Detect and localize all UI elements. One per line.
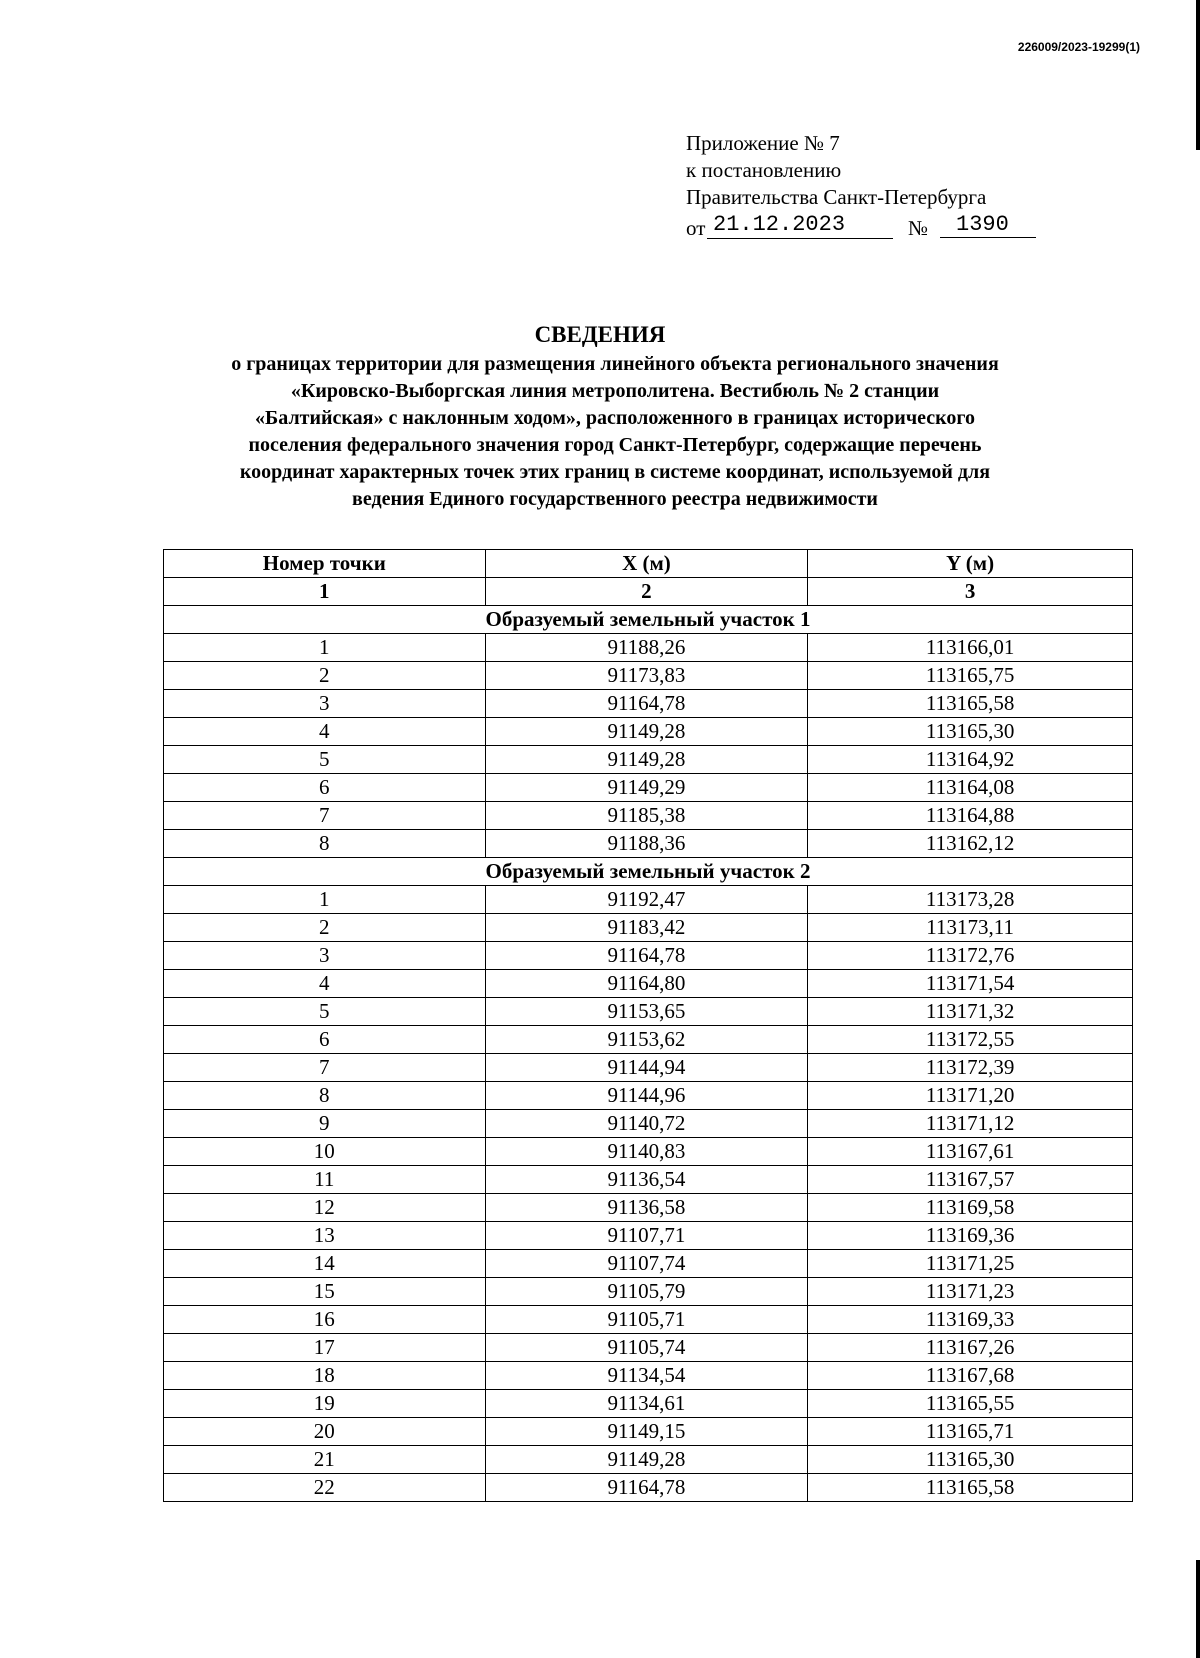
- point-number-cell: 18: [164, 1362, 486, 1390]
- table-row: [164, 746, 1133, 774]
- x-coordinate-cell: 91105,79: [485, 1278, 808, 1306]
- column-numbers-row: [164, 578, 1133, 606]
- table-row: [164, 998, 1133, 1026]
- x-coordinate-cell: 91136,58: [485, 1194, 808, 1222]
- y-coordinate-cell: 113165,58: [808, 690, 1133, 718]
- appendix-line-3: Правительства Санкт-Петербурга: [686, 185, 987, 209]
- point-number-cell: 5: [164, 746, 486, 774]
- table-row: [164, 830, 1133, 858]
- x-coordinate-cell: 91153,62: [485, 1026, 808, 1054]
- x-coordinate-cell: 91188,36: [485, 830, 808, 858]
- point-number-cell: 10: [164, 1138, 486, 1166]
- point-number-cell: 8: [164, 830, 486, 858]
- table-row: [164, 1194, 1133, 1222]
- point-number-cell: 14: [164, 1250, 486, 1278]
- point-number-cell: 17: [164, 1334, 486, 1362]
- header-point-number: Номер точки: [164, 550, 486, 578]
- y-coordinate-cell: 113171,25: [808, 1250, 1133, 1278]
- point-number-cell: 12: [164, 1194, 486, 1222]
- point-number-cell: 4: [164, 718, 486, 746]
- x-coordinate-cell: 91164,78: [485, 1474, 808, 1502]
- x-coordinate-cell: 91149,28: [485, 1446, 808, 1474]
- appendix-line-2: к постановлению: [686, 158, 842, 182]
- point-number-cell: 3: [164, 690, 486, 718]
- y-coordinate-cell: 113171,32: [808, 998, 1133, 1026]
- point-number-cell: 20: [164, 1418, 486, 1446]
- x-coordinate-cell: 91149,29: [485, 774, 808, 802]
- point-number-cell: 1: [164, 886, 486, 914]
- point-number-cell: 6: [164, 1026, 486, 1054]
- point-number-cell: 3: [164, 942, 486, 970]
- point-number-cell: 16: [164, 1306, 486, 1334]
- point-number-cell: 21: [164, 1446, 486, 1474]
- y-coordinate-cell: 113169,33: [808, 1306, 1133, 1334]
- table-row: [164, 690, 1133, 718]
- resolution-date: 21.12.2023: [707, 211, 893, 239]
- table-row: [164, 1166, 1133, 1194]
- y-coordinate-cell: 113167,57: [808, 1166, 1133, 1194]
- table-row: [164, 1334, 1133, 1362]
- table-body: [164, 606, 1133, 1502]
- table-row: [164, 1362, 1133, 1390]
- y-coordinate-cell: 113172,39: [808, 1054, 1133, 1082]
- x-coordinate-cell: 91134,54: [485, 1362, 808, 1390]
- table-row: [164, 1418, 1133, 1446]
- table-row: [164, 970, 1133, 998]
- scan-edge-mark: [1196, 1560, 1200, 1658]
- header-x: X (м): [485, 550, 808, 578]
- point-number-cell: 5: [164, 998, 486, 1026]
- table-row: [164, 1474, 1133, 1502]
- point-number-cell: 4: [164, 970, 486, 998]
- x-coordinate-cell: 91149,28: [485, 746, 808, 774]
- y-coordinate-cell: 113164,88: [808, 802, 1133, 830]
- subtitle-line: координат характерных точек этих границ в системе координат, используемой для: [239, 461, 991, 483]
- subtitle-line: поселения федерального значения город Санкт-Петербург, содержащие перечень: [248, 434, 982, 456]
- table-row: [164, 1390, 1133, 1418]
- table-row: [164, 662, 1133, 690]
- y-coordinate-cell: 113171,23: [808, 1278, 1133, 1306]
- y-coordinate-cell: 113169,36: [808, 1222, 1133, 1250]
- y-coordinate-cell: 113171,20: [808, 1082, 1133, 1110]
- table-row: [164, 914, 1133, 942]
- document-subtitle: [150, 351, 1080, 513]
- point-number-cell: 13: [164, 1222, 486, 1250]
- x-coordinate-cell: 91144,96: [485, 1082, 808, 1110]
- x-coordinate-cell: 91153,65: [485, 998, 808, 1026]
- x-coordinate-cell: 91144,94: [485, 1054, 808, 1082]
- subtitle-line: «Кировско-Выборгская линия метрополитена. Вестибюль № 2 станции: [290, 380, 940, 402]
- point-number-cell: 9: [164, 1110, 486, 1138]
- y-coordinate-cell: 113171,12: [808, 1110, 1133, 1138]
- subtitle-line: о границах территории для размещения линейного объекта регионального значения: [231, 353, 999, 375]
- y-coordinate-cell: 113173,28: [808, 886, 1133, 914]
- x-coordinate-cell: 91134,61: [485, 1390, 808, 1418]
- table-row: [164, 802, 1133, 830]
- y-coordinate-cell: 113173,11: [808, 914, 1133, 942]
- point-number-cell: 7: [164, 1054, 486, 1082]
- x-coordinate-cell: 91149,15: [485, 1418, 808, 1446]
- subtitle-line: «Балтийская» с наклонным ходом», расположенного в границах исторического: [255, 407, 975, 429]
- column-number: 2: [485, 578, 808, 606]
- appendix-line-1: Приложение № 7: [686, 131, 840, 155]
- y-coordinate-cell: 113172,76: [808, 942, 1133, 970]
- x-coordinate-cell: 91140,83: [485, 1138, 808, 1166]
- y-coordinate-cell: 113165,55: [808, 1390, 1133, 1418]
- document-number: 226009/2023-19299(1): [1017, 40, 1140, 54]
- y-coordinate-cell: 113166,01: [808, 634, 1133, 662]
- section-title: Образуемый земельный участок 1: [164, 606, 1133, 634]
- date-prefix: от: [686, 216, 706, 240]
- y-coordinate-cell: 113164,08: [808, 774, 1133, 802]
- y-coordinate-cell: 113165,71: [808, 1418, 1133, 1446]
- x-coordinate-cell: 91192,47: [485, 886, 808, 914]
- x-coordinate-cell: 91107,71: [485, 1222, 808, 1250]
- point-number-cell: 22: [164, 1474, 486, 1502]
- table-row: [164, 1306, 1133, 1334]
- point-number-cell: 6: [164, 774, 486, 802]
- x-coordinate-cell: 91149,28: [485, 718, 808, 746]
- table-header-row: [164, 550, 1133, 578]
- point-number-cell: 8: [164, 1082, 486, 1110]
- table-row: [164, 942, 1133, 970]
- point-number-cell: 2: [164, 914, 486, 942]
- y-coordinate-cell: 113165,75: [808, 662, 1133, 690]
- point-number-cell: 1: [164, 634, 486, 662]
- y-coordinate-cell: 113167,68: [808, 1362, 1133, 1390]
- appendix-block: [686, 130, 1009, 241]
- section-title: Образуемый земельный участок 2: [164, 858, 1133, 886]
- x-coordinate-cell: 91188,26: [485, 634, 808, 662]
- x-coordinate-cell: 91164,78: [485, 690, 808, 718]
- x-coordinate-cell: 91173,83: [485, 662, 808, 690]
- y-coordinate-cell: 113165,58: [808, 1474, 1133, 1502]
- point-number-cell: 11: [164, 1166, 486, 1194]
- point-number-cell: 2: [164, 662, 486, 690]
- y-coordinate-cell: 113169,58: [808, 1194, 1133, 1222]
- x-coordinate-cell: 91107,74: [485, 1250, 808, 1278]
- section-row: [164, 606, 1133, 634]
- point-number-cell: 19: [164, 1390, 486, 1418]
- x-coordinate-cell: 91136,54: [485, 1166, 808, 1194]
- document-title: СВЕДЕНИЯ: [534, 322, 666, 347]
- table-row: [164, 1110, 1133, 1138]
- subtitle-line: ведения Единого государственного реестра недвижимости: [352, 488, 878, 510]
- table-row: [164, 1250, 1133, 1278]
- x-coordinate-cell: 91140,72: [485, 1110, 808, 1138]
- x-coordinate-cell: 91183,42: [485, 914, 808, 942]
- y-coordinate-cell: 113162,12: [808, 830, 1133, 858]
- y-coordinate-cell: 113165,30: [808, 718, 1133, 746]
- y-coordinate-cell: 113167,26: [808, 1334, 1133, 1362]
- point-number-cell: 7: [164, 802, 486, 830]
- scan-edge-mark: [1196, 0, 1200, 150]
- y-coordinate-cell: 113171,54: [808, 970, 1133, 998]
- y-coordinate-cell: 113165,30: [808, 1446, 1133, 1474]
- table-row: [164, 1222, 1133, 1250]
- resolution-number: 1390: [940, 211, 1036, 238]
- x-coordinate-cell: 91105,71: [485, 1306, 808, 1334]
- column-number: 3: [808, 578, 1133, 606]
- table-row: [164, 634, 1133, 662]
- table-row: [164, 1082, 1133, 1110]
- x-coordinate-cell: 91164,80: [485, 970, 808, 998]
- table-row: [164, 718, 1133, 746]
- y-coordinate-cell: 113164,92: [808, 746, 1133, 774]
- x-coordinate-cell: 91105,74: [485, 1334, 808, 1362]
- y-coordinate-cell: 113167,61: [808, 1138, 1133, 1166]
- table-row: [164, 774, 1133, 802]
- table-row: [164, 886, 1133, 914]
- table-row: [164, 1054, 1133, 1082]
- table-row: [164, 1446, 1133, 1474]
- x-coordinate-cell: 91185,38: [485, 802, 808, 830]
- header-y: Y (м): [808, 550, 1133, 578]
- appendix-date-line: [686, 211, 1009, 241]
- y-coordinate-cell: 113172,55: [808, 1026, 1133, 1054]
- point-number-cell: 15: [164, 1278, 486, 1306]
- number-prefix: №: [908, 216, 929, 240]
- column-number: 1: [164, 578, 486, 606]
- table-row: [164, 1138, 1133, 1166]
- table-row: [164, 1278, 1133, 1306]
- x-coordinate-cell: 91164,78: [485, 942, 808, 970]
- section-row: [164, 858, 1133, 886]
- coordinates-table: [163, 549, 1133, 1502]
- table-row: [164, 1026, 1133, 1054]
